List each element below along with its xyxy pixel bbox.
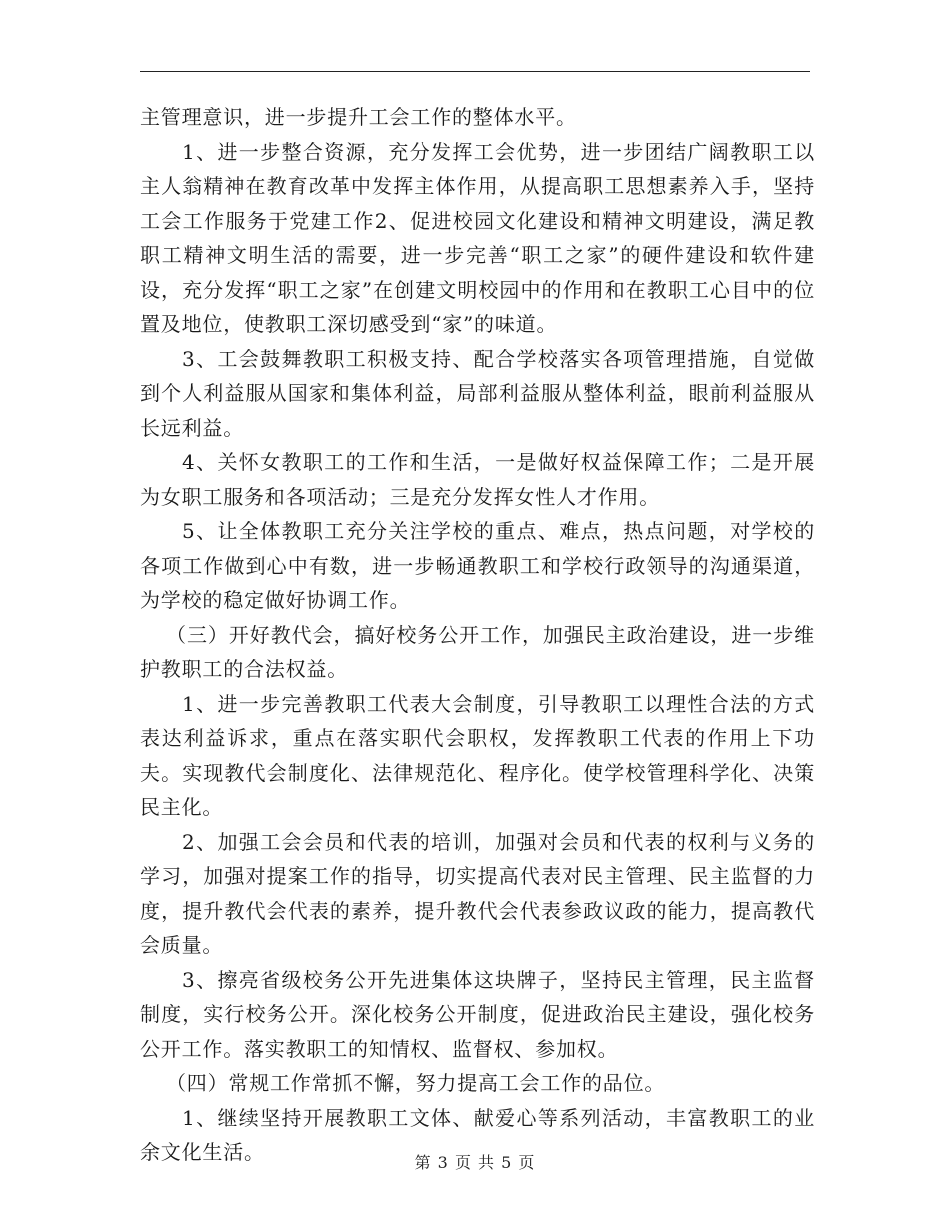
paragraph-9: 3、擦亮省级校务公开先进集体这块牌子，坚持民主管理，民主监督制度，实行校务公开。深化校务公开制度，促进政治民主建设，强化校务公开工作。落实教职工的知情权、监督权、参加权。 (140, 967, 815, 1061)
paragraph-3: 3、工会鼓舞教职工积极支持、配合学校落实各项管理措施，自觉做到个人利益服从国家和集体利益，局部利益服从整体利益，眼前利益服从长远利益。 (140, 346, 815, 440)
paragraph-8: 2、加强工会会员和代表的培训，加强对会员和代表的权利与义务的学习，加强对提案工作的指导，切实提高代表对民主管理、民主监督的力度，提升教代会代表的素养，提升教代会代表参政议政的能力，提高教代会质量。 (140, 829, 815, 957)
paragraph-2: 1、进一步整合资源，充分发挥工会优势，进一步团结广阔教职工以主人翁精神在教育改革中发挥主体作用，从提高职工思想素养入手，坚持工会工作服务于党建工作2、促进校园文化建设和精神文明建设，满足教职工精神文明生活的需要，进一步完善“职工之家”的硬件建设和软件建设，充分发挥“职工之家”在创建文明校园中的作用和在教职工心目中的位置及地位，使教职工深切感受到“家”的味道。 (140, 139, 815, 336)
section-heading-4: （四）常规工作常抓不懈，努力提高工会工作的品位。 (166, 1071, 666, 1095)
paragraph-4: 4、关怀女教职工的工作和生活，一是做好权益保障工作；二是开展为女职工服务和各项活动；三是充分发挥女性人才作用。 (140, 450, 815, 509)
page-footer: 第 3 页 共 5 页 (414, 1153, 536, 1172)
paragraph-11: 1、继续坚持开展教职工文体、献爱心等系列活动，丰富教职工的业余文化生活。 (140, 1105, 815, 1164)
header-rule (140, 71, 810, 72)
section-heading-3: （三）开好教代会，搞好校务公开工作，加强民主政治建设，进一步维护教职工的合法权益。 (140, 622, 815, 681)
paragraph-7: 1、进一步完善教职工代表大会制度，引导教职工以理性合法的方式表达利益诉求，重点在落实职代会职权，发挥教职工代表的作用上下功夫。实现教代会制度化、法律规范化、程序化。使学校管理科学化、决策民主化。 (140, 691, 815, 819)
paragraph-5: 5、让全体教职工充分关注学校的重点、难点，热点问题，对学校的各项工作做到心中有数，进一步畅通教职工和学校行政领导的沟通渠道，为学校的稳定做好协调工作。 (140, 519, 815, 612)
document-body (140, 100, 815, 1170)
paragraph-1: 主管理意识，进一步提升工会工作的整体水平。 (140, 105, 577, 129)
